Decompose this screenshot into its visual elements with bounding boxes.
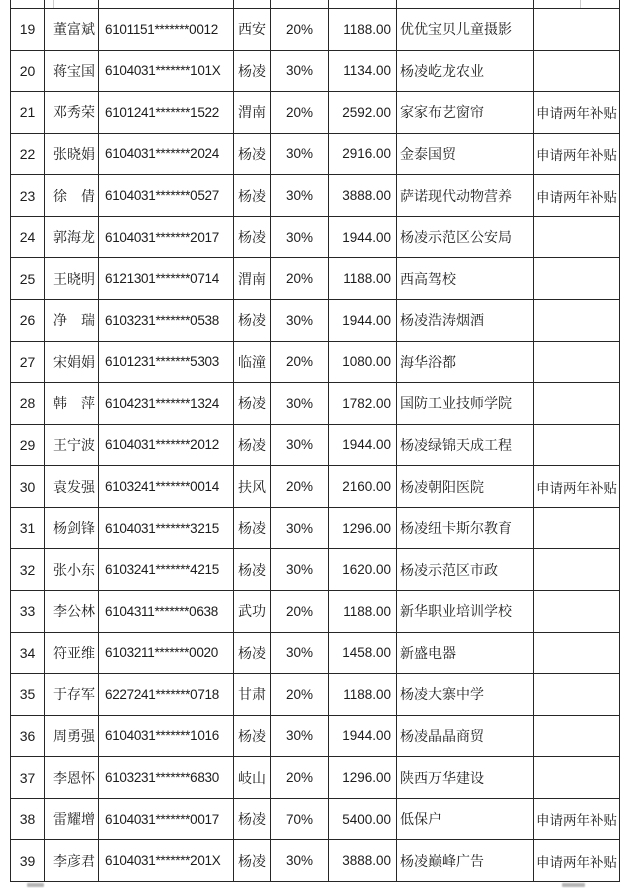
- table-cell-name: 王晓明: [45, 258, 99, 300]
- table-cell-name: 李彦君: [45, 840, 99, 882]
- table-cell-amount: 1188.00: [329, 9, 397, 51]
- table-cell-percent_rate: 30%: [271, 508, 329, 550]
- table-cell-index: 21: [11, 92, 45, 134]
- table-cell-amount: 1188.00: [329, 258, 397, 300]
- table-cell-percent_rate: 30%: [271, 840, 329, 882]
- table-cell-employer: 优优宝贝儿童摄影: [397, 9, 534, 51]
- table-cell-index: 28: [11, 383, 45, 425]
- table-cell-location: 杨凌: [234, 508, 271, 550]
- table-cell-id_number: 6104031*******101X: [99, 51, 234, 93]
- table-cell-note: [534, 549, 620, 591]
- table-cell-amount: 1188.00: [329, 591, 397, 633]
- table-cell-employer: 杨凌浩涛烟酒: [397, 300, 534, 342]
- table-cell-location: 杨凌: [234, 549, 271, 591]
- table-cell-id_number: 6104231*******1324: [99, 383, 234, 425]
- table-cell-percent_rate: 30%: [271, 51, 329, 93]
- table-cell-index: 30: [11, 466, 45, 508]
- table-cell-amount: 1782.00: [329, 383, 397, 425]
- table-cell-id_number: 6121301*******0714: [99, 258, 234, 300]
- table-cell-location: 临潼: [234, 342, 271, 384]
- table-cell-amount: 2160.00: [329, 466, 397, 508]
- table-cell-percent_rate: 20%: [271, 92, 329, 134]
- table-cell-index: 33: [11, 591, 45, 633]
- table-cell-id_number: 6104031*******0527: [99, 175, 234, 217]
- table-cell-name: 邓秀荣: [45, 92, 99, 134]
- table-cell-name: 袁发强: [45, 466, 99, 508]
- table-cell-note: 申请两年补贴: [534, 840, 620, 882]
- table-cell-location: 岐山: [234, 757, 271, 799]
- table-cell-employer: 杨凌纽卡斯尔教育: [397, 508, 534, 550]
- table-cell-amount: 1944.00: [329, 425, 397, 467]
- table-cell-index: 22: [11, 134, 45, 176]
- table-cell-index: 34: [11, 633, 45, 675]
- table-cell-id_number: 6104031*******3215: [99, 508, 234, 550]
- table-cell-note: [534, 342, 620, 384]
- table-cell-note: 申请两年补贴: [534, 799, 620, 841]
- cut-text-fragment: [562, 883, 585, 887]
- table-cell-amount: 1944.00: [329, 300, 397, 342]
- table-cell-id_number: 6103231*******0538: [99, 300, 234, 342]
- column-divider-stub: [271, 0, 329, 8]
- table-cell-name: 净 瑞: [45, 300, 99, 342]
- table-cell-name: 王宁波: [45, 425, 99, 467]
- table-cell-index: 39: [11, 840, 45, 882]
- table-cell-name: 杨剑锋: [45, 508, 99, 550]
- table-cell-amount: 1080.00: [329, 342, 397, 384]
- table-cell-employer: 家家布艺窗帘: [397, 92, 534, 134]
- table-cell-name: 张小东: [45, 549, 99, 591]
- table-cell-amount: 5400.00: [329, 799, 397, 841]
- table-cell-location: 杨凌: [234, 840, 271, 882]
- table-cell-name: 宋娟娟: [45, 342, 99, 384]
- table-cell-note: [534, 51, 620, 93]
- table-cell-note: [534, 508, 620, 550]
- table-cell-percent_rate: 30%: [271, 217, 329, 259]
- table-cell-note: 申请两年补贴: [534, 92, 620, 134]
- table-cell-percent_rate: 30%: [271, 175, 329, 217]
- table-cell-location: 杨凌: [234, 716, 271, 758]
- table-cell-percent_rate: 30%: [271, 383, 329, 425]
- table-cell-amount: 1296.00: [329, 757, 397, 799]
- table-cell-id_number: 6103241*******0014: [99, 466, 234, 508]
- table-cell-index: 19: [11, 9, 45, 51]
- subsidy-roster-table: [10, 8, 620, 882]
- table-cell-index: 35: [11, 674, 45, 716]
- table-cell-note: [534, 425, 620, 467]
- table-cell-employer: 杨凌朝阳医院: [397, 466, 534, 508]
- cut-text-fragment: [27, 883, 44, 887]
- table-cell-name: 韩 萍: [45, 383, 99, 425]
- table-cell-amount: 1620.00: [329, 549, 397, 591]
- table-cell-index: 23: [11, 175, 45, 217]
- table-cell-amount: 1458.00: [329, 633, 397, 675]
- table-cell-index: 32: [11, 549, 45, 591]
- table-cell-location: 杨凌: [234, 799, 271, 841]
- table-cut-row-top: [10, 0, 620, 8]
- table-cell-percent_rate: 30%: [271, 300, 329, 342]
- table-cell-index: 25: [11, 258, 45, 300]
- scan-artifact-line: [53, 0, 54, 8]
- table-cell-percent_rate: 20%: [271, 9, 329, 51]
- table-cell-name: 董富斌: [45, 9, 99, 51]
- table-cell-amount: 1944.00: [329, 217, 397, 259]
- table-cell-percent_rate: 20%: [271, 591, 329, 633]
- table-cell-index: 20: [11, 51, 45, 93]
- table-cell-location: 武功: [234, 591, 271, 633]
- table-cell-note: 申请两年补贴: [534, 134, 620, 176]
- table-cell-location: 甘肃: [234, 674, 271, 716]
- table-cell-amount: 1134.00: [329, 51, 397, 93]
- table-cell-employer: 西高驾校: [397, 258, 534, 300]
- table-cell-name: 李公林: [45, 591, 99, 633]
- table-cell-percent_rate: 30%: [271, 549, 329, 591]
- table-cell-percent_rate: 70%: [271, 799, 329, 841]
- table-cell-location: 杨凌: [234, 134, 271, 176]
- table-cell-index: 24: [11, 217, 45, 259]
- table-cell-employer: 低保户: [397, 799, 534, 841]
- table-cell-note: [534, 674, 620, 716]
- table-cell-id_number: 6103241*******4215: [99, 549, 234, 591]
- table-cell-employer: 杨凌示范区市政: [397, 549, 534, 591]
- table-cell-name: 张晓娟: [45, 134, 99, 176]
- table-cell-note: 申请两年补贴: [534, 175, 620, 217]
- table-cell-note: [534, 757, 620, 799]
- table-cell-id_number: 6227241*******0718: [99, 674, 234, 716]
- table-cell-id_number: 6104031*******2024: [99, 134, 234, 176]
- table-cell-amount: 3888.00: [329, 840, 397, 882]
- table-cell-note: [534, 633, 620, 675]
- table-cell-amount: 2592.00: [329, 92, 397, 134]
- table-cell-amount: 3888.00: [329, 175, 397, 217]
- table-cell-note: 申请两年补贴: [534, 466, 620, 508]
- table-cell-amount: 1944.00: [329, 716, 397, 758]
- table-cell-employer: 杨凌巅峰广告: [397, 840, 534, 882]
- table-cell-name: 郭海龙: [45, 217, 99, 259]
- table-cell-location: 杨凌: [234, 217, 271, 259]
- table-cell-note: [534, 258, 620, 300]
- table-cell-id_number: 6103211*******0020: [99, 633, 234, 675]
- table-cell-index: 27: [11, 342, 45, 384]
- scan-artifact-line: [580, 0, 581, 8]
- table-cell-note: [534, 300, 620, 342]
- table-cell-name: 雷耀增: [45, 799, 99, 841]
- table-cell-id_number: 6101151*******0012: [99, 9, 234, 51]
- table-cell-location: 杨凌: [234, 175, 271, 217]
- table-cell-percent_rate: 30%: [271, 425, 329, 467]
- table-cell-employer: 金泰国贸: [397, 134, 534, 176]
- column-divider-stub: [397, 0, 534, 8]
- table-cell-index: 37: [11, 757, 45, 799]
- table-cell-amount: 1296.00: [329, 508, 397, 550]
- table-cell-index: 38: [11, 799, 45, 841]
- table-cell-id_number: 6104031*******2012: [99, 425, 234, 467]
- table-cell-note: [534, 383, 620, 425]
- table-cell-employer: 杨凌屹龙农业: [397, 51, 534, 93]
- table-cell-id_number: 6103231*******6830: [99, 757, 234, 799]
- table-cell-id_number: 6104031*******2017: [99, 217, 234, 259]
- table-cell-employer: 杨凌示范区公安局: [397, 217, 534, 259]
- table-cell-employer: 陕西万华建设: [397, 757, 534, 799]
- table-cell-name: 蒋宝国: [45, 51, 99, 93]
- table-cell-employer: 杨凌晶晶商贸: [397, 716, 534, 758]
- table-cell-amount: 2916.00: [329, 134, 397, 176]
- table-cell-id_number: 6104311*******0638: [99, 591, 234, 633]
- table-cell-employer: 海华浴都: [397, 342, 534, 384]
- table-cell-id_number: 6104031*******1016: [99, 716, 234, 758]
- table-cell-percent_rate: 30%: [271, 633, 329, 675]
- table-cell-note: [534, 9, 620, 51]
- column-divider-stub: [534, 0, 620, 8]
- table-cell-id_number: 6104031*******201X: [99, 840, 234, 882]
- table-cell-id_number: 6101231*******5303: [99, 342, 234, 384]
- table-cell-index: 26: [11, 300, 45, 342]
- table-cell-location: 杨凌: [234, 300, 271, 342]
- column-divider-stub: [11, 0, 45, 8]
- table-cell-note: [534, 716, 620, 758]
- table-cell-percent_rate: 30%: [271, 134, 329, 176]
- table-cell-index: 31: [11, 508, 45, 550]
- table-cell-employer: 杨凌大寨中学: [397, 674, 534, 716]
- table-cell-note: [534, 591, 620, 633]
- table-cell-location: 渭南: [234, 92, 271, 134]
- table-cell-percent_rate: 20%: [271, 342, 329, 384]
- table-cell-amount: 1188.00: [329, 674, 397, 716]
- table-cell-percent_rate: 20%: [271, 674, 329, 716]
- table-cell-employer: 杨凌绿锦天成工程: [397, 425, 534, 467]
- table-cell-percent_rate: 20%: [271, 757, 329, 799]
- table-cell-location: 杨凌: [234, 425, 271, 467]
- table-cell-note: [534, 217, 620, 259]
- table-cell-employer: 新盛电器: [397, 633, 534, 675]
- table-cell-name: 周勇强: [45, 716, 99, 758]
- table-cell-location: 杨凌: [234, 633, 271, 675]
- column-divider-stub: [329, 0, 397, 8]
- table-cell-id_number: 6104031*******0017: [99, 799, 234, 841]
- table-cell-employer: 国防工业技师学院: [397, 383, 534, 425]
- table-cell-name: 李恩怀: [45, 757, 99, 799]
- column-divider-stub: [234, 0, 271, 8]
- table-cell-employer: 新华职业培训学校: [397, 591, 534, 633]
- table-cell-index: 36: [11, 716, 45, 758]
- table-cell-name: 符亚维: [45, 633, 99, 675]
- table-cell-location: 扶风: [234, 466, 271, 508]
- table-cell-location: 杨凌: [234, 51, 271, 93]
- table-cell-percent_rate: 30%: [271, 716, 329, 758]
- table-cell-name: 徐 倩: [45, 175, 99, 217]
- table-cell-location: 杨凌: [234, 383, 271, 425]
- table-cell-index: 29: [11, 425, 45, 467]
- table-cell-employer: 萨诺现代动物营养: [397, 175, 534, 217]
- table-cell-location: 渭南: [234, 258, 271, 300]
- table-cell-percent_rate: 20%: [271, 258, 329, 300]
- table-cell-name: 于存军: [45, 674, 99, 716]
- table-cell-percent_rate: 20%: [271, 466, 329, 508]
- table-cell-id_number: 6101241*******1522: [99, 92, 234, 134]
- table-cell-location: 西安: [234, 9, 271, 51]
- column-divider-stub: [99, 0, 234, 8]
